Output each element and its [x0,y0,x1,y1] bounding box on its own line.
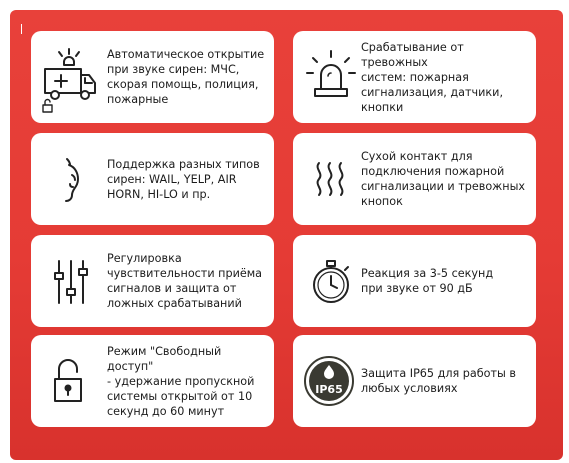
sliders-icon [39,249,103,313]
feature-card-siren-types [31,133,274,225]
feature-text: Автоматическое открытие при звуке сирен: МЧС, скорая помощь, полиция, пожарные [107,48,265,106]
unlock-icon [39,349,103,413]
feature-card-free-access [31,335,274,427]
panel-cursor-mark [21,24,22,34]
ambulance-icon [39,45,103,109]
stopwatch-icon [299,249,363,313]
wave-signal-icon [299,147,363,211]
feature-text: Защита IP65 для работы в любых условиях [361,367,516,395]
ip65-label: IP65 [315,383,343,396]
feature-text: Поддержка разных типов сирен: WAIL, YELP, AIR HORN, HI-LO и пр. [107,157,260,201]
ip65-badge-icon [303,355,355,407]
feature-text: Срабатывание от тревожных систем: пожарная сигнализация, датчики, кнопки [361,40,503,114]
feature-card-dry-contact [293,133,536,225]
feature-card-reaction [293,235,536,327]
feature-card-ip65 [293,335,536,427]
feature-text: Реакция за 3-5 секунд при звуке от 90 дБ [361,267,494,295]
feature-card-sensitivity [31,235,274,327]
feature-card-auto-open [31,31,274,123]
feature-text: Регулировка чувствительности приёма сигналов и защита от ложных срабатываний [107,252,263,310]
alarm-beacon-icon [299,45,363,109]
feature-card-alarm-trigger [293,31,536,123]
ear-sound-icon [39,147,103,211]
feature-text: Сухой контакт для подключения пожарной сигнализации и тревожных кнопок [361,150,526,208]
feature-text: Режим "Свободный доступ" - удержание пропускной системы открытой от 10 секунд до 60 минут [107,344,255,418]
features-panel [10,10,563,460]
